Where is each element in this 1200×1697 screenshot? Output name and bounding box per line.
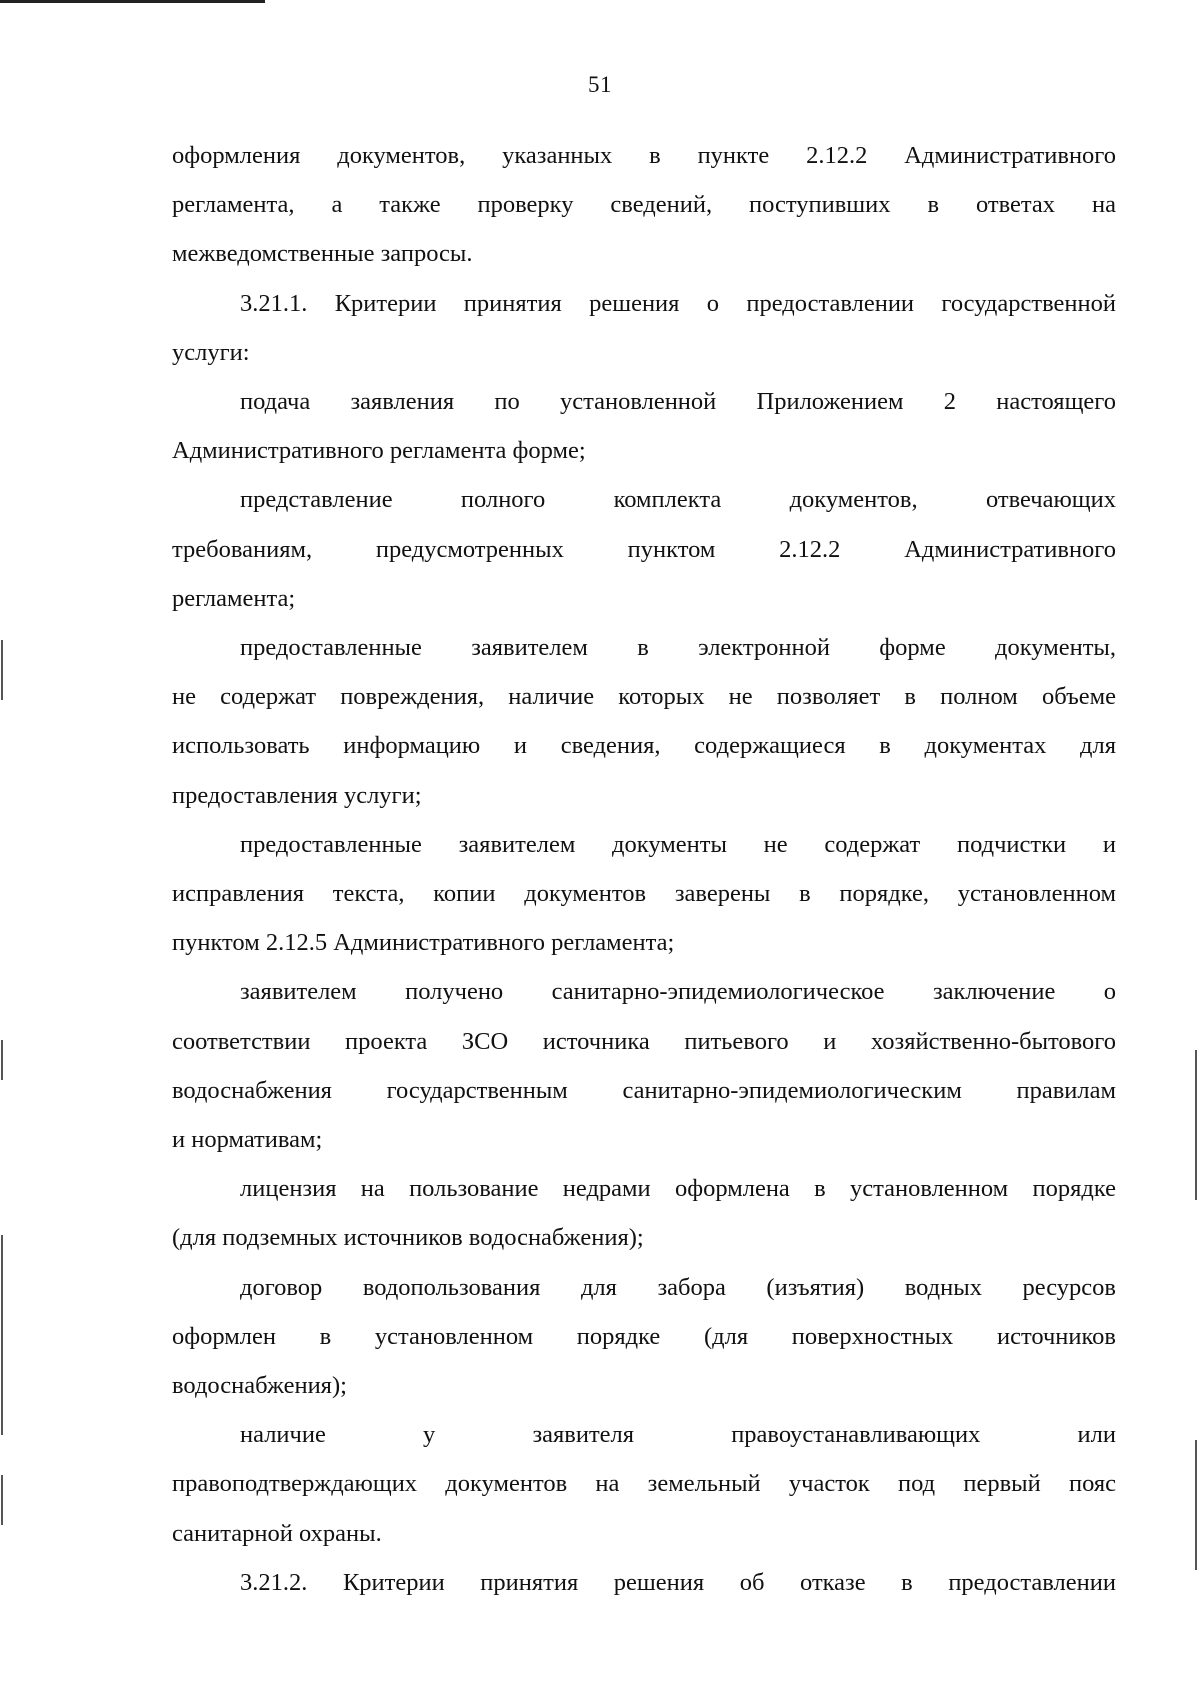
- paragraph: [172, 1164, 1116, 1262]
- paragraph-line: исправления текста, копии документов заверены в порядке, установленном: [172, 880, 1116, 908]
- paragraph-line: регламента;: [172, 584, 296, 612]
- scan-edge-mark: [1, 1475, 3, 1525]
- paragraph: [172, 131, 1116, 279]
- paragraph: [172, 1410, 1116, 1558]
- paragraph-line: регламента, а также проверку сведений, поступивших в ответах на: [172, 191, 1116, 219]
- paragraph: [172, 279, 1116, 377]
- paragraph-line: оформлен в установленном порядке (для поверхностных источников: [172, 1322, 1116, 1350]
- paragraph-line: водоснабжения государственным санитарно-эпидемиологическим правилам: [172, 1076, 1116, 1104]
- paragraph-line: лицензия на пользование недрами оформлена в установленном порядке: [240, 1175, 1116, 1203]
- scan-top-rule: [0, 0, 265, 3]
- scan-edge-mark: [1195, 1050, 1197, 1200]
- paragraph-line: требованиям, предусмотренных пунктом 2.12.2 Административного: [172, 535, 1116, 563]
- paragraph: [172, 967, 1116, 1164]
- document-body: [172, 131, 1116, 1607]
- paragraph-line: договор водопользования для забора (изъятия) водных ресурсов: [240, 1273, 1116, 1301]
- paragraph-line: оформления документов, указанных в пункте 2.12.2 Административного: [172, 142, 1116, 169]
- paragraph-line: не содержат повреждения, наличие которых не позволяет в полном объеме: [172, 683, 1116, 711]
- paragraph-line: использовать информацию и сведения, содержащиеся в документах для: [172, 732, 1116, 760]
- paragraph-line: предоставления услуги;: [172, 781, 422, 809]
- paragraph-line: и нормативам;: [172, 1126, 323, 1154]
- paragraph-line: 3.21.2. Критерии принятия решения об отказе в предоставлении: [240, 1568, 1116, 1596]
- paragraph-line: Административного регламента форме;: [172, 437, 586, 465]
- paragraph-line: наличие у заявителя правоустанавливающих или: [240, 1421, 1116, 1449]
- paragraph-line: межведомственные запросы.: [172, 240, 473, 268]
- paragraph-line: подача заявления по установленной Приложением 2 настоящего: [240, 388, 1116, 416]
- paragraph-line: (для подземных источников водоснабжения);: [172, 1224, 644, 1252]
- paragraph-line: пунктом 2.12.5 Административного регламента;: [172, 929, 675, 957]
- paragraph: [172, 1558, 1116, 1607]
- scan-edge-mark: [1, 1040, 3, 1080]
- paragraph-line: 3.21.1. Критерии принятия решения о предоставлении государственной: [240, 289, 1116, 317]
- paragraph-line: представление полного комплекта документов, отвечающих: [240, 486, 1116, 514]
- paragraph: [172, 820, 1116, 968]
- paragraph-line: предоставленные заявителем в электронной форме документы,: [240, 634, 1116, 662]
- scan-edge-mark: [1, 640, 3, 700]
- scan-edge-mark: [1, 1235, 3, 1435]
- paragraph: [172, 623, 1116, 820]
- paragraph: [172, 1263, 1116, 1411]
- paragraph: [172, 475, 1116, 623]
- scan-edge-mark: [1195, 1440, 1197, 1570]
- paragraph-line: санитарной охраны.: [172, 1519, 382, 1547]
- paragraph-line: соответствии проекта ЗСО источника питьевого и хозяйственно-бытового: [172, 1027, 1116, 1055]
- paragraph-line: предоставленные заявителем документы не содержат подчистки и: [240, 830, 1116, 858]
- paragraph-line: правоподтверждающих документов на земельный участок под первый пояс: [172, 1470, 1116, 1498]
- paragraph: [172, 377, 1116, 475]
- paragraph-line: услуги:: [172, 338, 250, 366]
- paragraph-line: водоснабжения);: [172, 1372, 347, 1400]
- page-number: 51: [588, 72, 612, 97]
- paragraph-line: заявителем получено санитарно-эпидемиологическое заключение о: [240, 978, 1116, 1006]
